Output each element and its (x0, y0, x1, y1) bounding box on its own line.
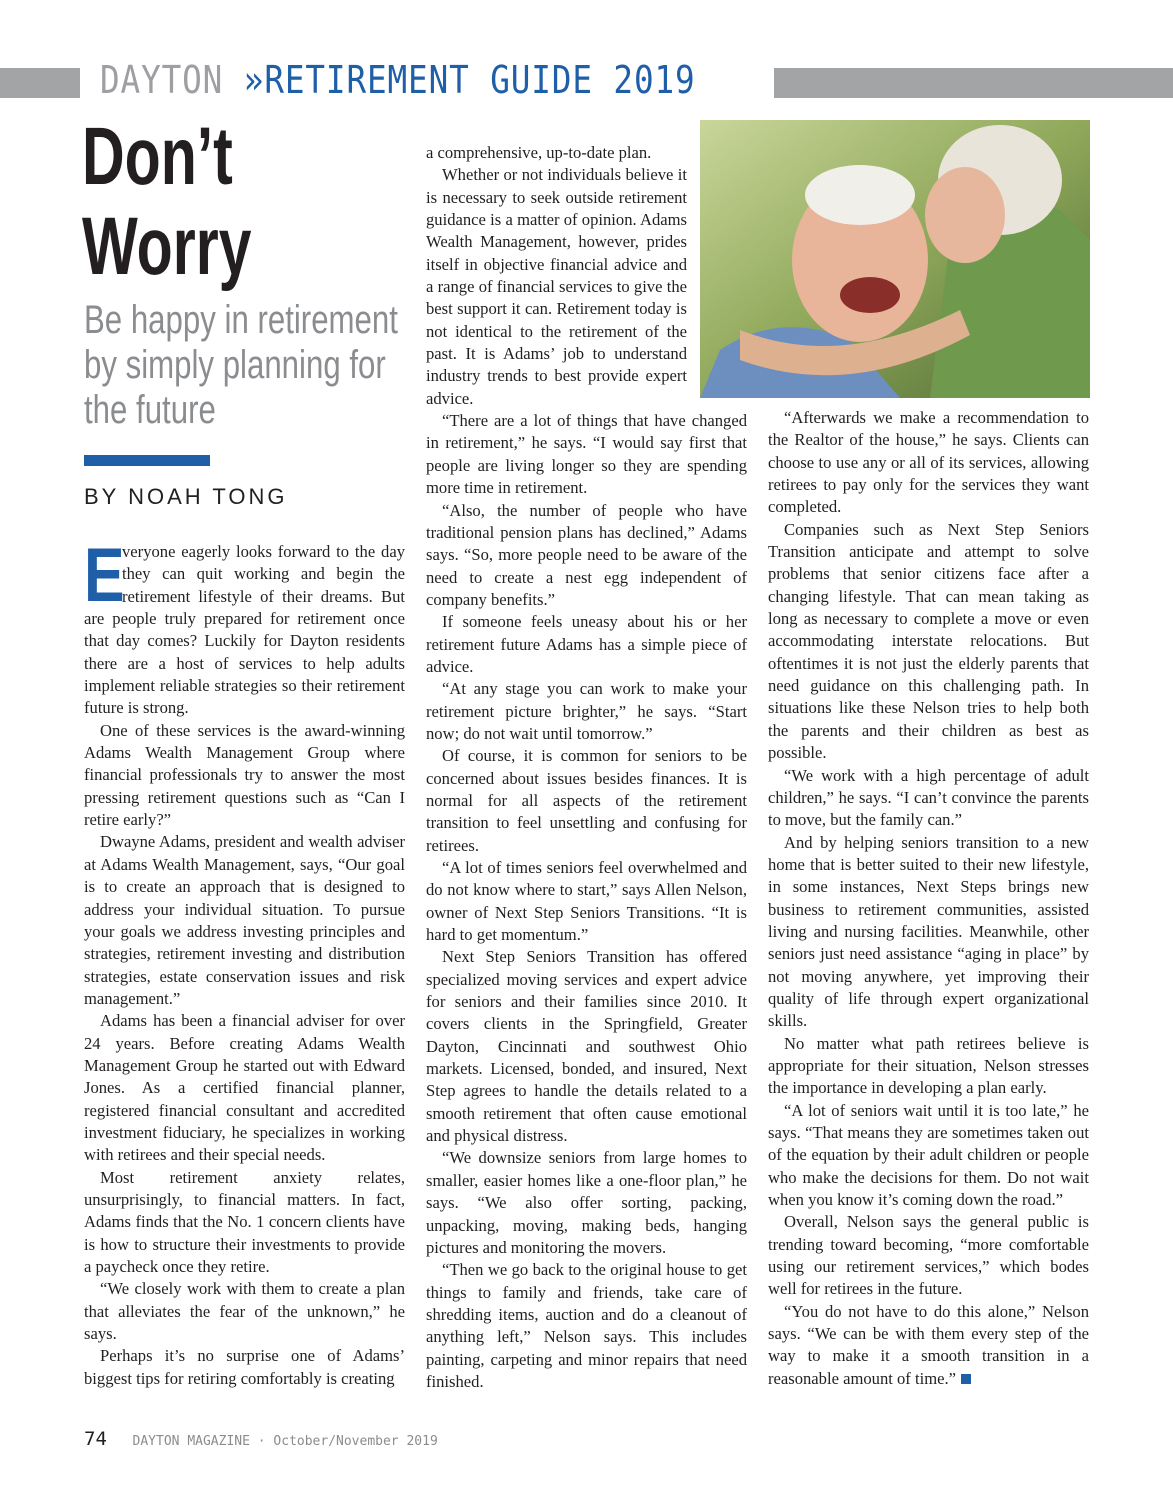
article-column-2 (426, 142, 747, 1393)
article-paragraph: Next Step Seniors Transition has offered specialized moving services and expert advice for seniors and their families since 2010. It covers clients in the Springfield, Greater Dayton, Cincinnati and southwest Ohio markets. Licensed, bonded, and insured, Next Step agrees to handle the details related to a smooth retirement that often cause emotional and physical distress. (426, 947, 747, 1146)
subtitle: Be happy in retirement by simply planning for the future (84, 298, 398, 432)
article-paragraph: If someone feels uneasy about his or her retirement future Adams has a simple piece of advice. (426, 612, 747, 676)
article-paragraph: “Also, the number of people who have traditional pension plans has declined,” Adams says. “So, more people need to be aware of the need to create a nest egg independent of company benefits.” (426, 500, 747, 609)
article-paragraph: “We downsize seniors from large homes to smaller, easier homes like a one-floor plan,” he says. “We also offer sorting, packing, unpacking, moving, making beds, hanging pictures and monitoring the movers. (426, 1148, 747, 1257)
article-paragraph: a comprehensive, up-to-date plan. (426, 143, 652, 162)
accent-rule (84, 455, 210, 466)
article-paragraph: One of these services is the award-winning Adams Wealth Management Group where financial professionals try to answer the most pressing retirement questions such as “Can I retire early?” (84, 720, 405, 830)
paragraph-text: veryone eagerly looks forward to the day they can quit working and begin the retirement lifestyle of their dreams. But are people truly prepared for retirement once that day comes? Luckily for Dayton residents there are a host of services to help adults implement reliable strategies so their retirement future is strong. (84, 542, 405, 718)
article-paragraph: Adams has been a financial adviser for over 24 years. Before creating Adams Wealth Management Group he started out with Edward Jones. As a certified financial planner, registered financial consultant and accredited investment fiduciary, he specializes in working with retirees and their special needs. (84, 1011, 405, 1165)
article-paragraph: “Then we go back to the original house to get things to family and friends, take care of shredding items, auction and do a cleanout of anything left,” Nelson says. This includes painting, carpeting and minor repairs that need finished. (426, 1260, 747, 1391)
article-column-1 (84, 533, 405, 1390)
section-title: RETIREMENT GUIDE 2019 (264, 58, 696, 102)
section-separator: » (243, 58, 265, 102)
headline-line-1: Don’t (82, 111, 233, 202)
article-paragraph: “At any stage you can work to make your retirement picture brighter,” he says. “Start now; do not wait until tomorrow.” (426, 679, 747, 743)
article-paragraph: Most retirement anxiety relates, unsurprisingly, to financial matters. In fact, Adams finds that the No. 1 concern clients have is how to structure their investments to provide a paycheck once they retire. (84, 1167, 405, 1276)
article-paragraph: No matter what path retirees believe is appropriate for their situation, Nelson stresses the importance in developing a plan early. (768, 1033, 1089, 1098)
byline: BY NOAH TONG (84, 484, 288, 509)
article-paragraph: “You do not have to do this alone,” Nelson says. “We can be with them every step of the way to make it a smooth transition in a reasonable amount of time.” (768, 1301, 1089, 1388)
article-paragraph: “A lot of seniors wait until it is too late,” he says. “That means they are sometimes taken out of the equation by their adult children or people who make the decisions for them. Do not wait when you know it’s coming down the road.” (768, 1100, 1089, 1210)
page-number: 74 (84, 1428, 107, 1450)
article-paragraph: Of course, it is common for seniors to be concerned about issues besides finances. It is normal for all aspects of the retirement transition to feel unsettling and confusing for retirees. (426, 746, 747, 855)
article-paragraph: Overall, Nelson says the general public is trending toward becoming, “more comfortable using our retirement services,” which bodes well for retirees in the future. (768, 1212, 1089, 1299)
article-paragraph: Perhaps it’s no surprise one of Adams’ biggest tips for retiring comfortably is creating (84, 1346, 405, 1388)
article-photo (700, 120, 1090, 398)
article-paragraph: “Afterwards we make a recommendation to the Realtor of the house,” he says. Clients can choose to use any or all of its services, allowing retirees to pay only for the services they want completed. (768, 408, 1089, 517)
article-paragraph: And by helping seniors transition to a new home that is better suited to their new lifestyle, in some instances, Next Steps brings new business to retirement communities, assisted living and nursing facilities. Meanwhile, other seniors just need assistance “aging in place” by not moving anywhere, yet improving their quality of life through expert organizational skills. (768, 832, 1089, 1031)
photo-wrap-spacer (687, 142, 747, 408)
article-paragraph: “We closely work with them to create a plan that alleviates the fear of the unknown,” he says. (84, 1279, 405, 1344)
header-bar-right (774, 68, 1173, 98)
section-name: DAYTON (100, 58, 224, 102)
page-footer (84, 1428, 438, 1450)
end-mark-icon (961, 1374, 971, 1384)
article-paragraph: “We work with a high percentage of adult children,” he says. “I can’t convince the parents to move, but the family can.” (768, 765, 1089, 830)
article-paragraph: Whether or not individuals believe it is necessary to seek outside retirement guidance is a matter of opinion. Adams Wealth Management, however, prides itself in objective financial advice and a range of financial services to give the best support it can. Retirement today is not identical to the retirement of the past. It is Adams’ job to understand industry trends to best provide expert advice. (426, 165, 687, 408)
drop-cap: E (84, 533, 125, 618)
headline-line-2: Worry (82, 201, 252, 292)
section-header (100, 58, 696, 102)
article-paragraph: “There are a lot of things that have changed in retirement,” he says. “I would say first that people are living longer so they are spending more time in retirement. (426, 411, 747, 498)
headline (82, 112, 252, 292)
article-paragraph: Companies such as Next Step Seniors Transition anticipate and attempt to solve problems that senior citizens face after a changing lifestyle. That can mean taking as long as necessary to complete a move or even accommodating interstate relocations. But oftentimes it is not just the elderly parents that need guidance on this challenging path. In situations like these Nelson tries to help both the parents and their children as best as possible. (768, 519, 1089, 763)
header-bar-left (0, 68, 80, 98)
article-paragraph: Dwayne Adams, president and wealth adviser at Adams Wealth Management, says, “Our goal is to create an approach that is designed to address your individual situation. To pursue your goals we address investing principles and strategies, retirement investing and distribution strategies, estate conservation issues and risk management.” (84, 832, 405, 1008)
article-column-3 (768, 407, 1089, 1390)
article-paragraph: “A lot of times seniors feel overwhelmed and do not know where to start,” says Allen Nelson, owner of Next Step Seniors Transitions. “It is hard to get momentum.” (426, 858, 747, 945)
publication-info: DAYTON MAGAZINE · October/November 2019 (132, 1434, 438, 1449)
article-paragraph (84, 533, 405, 720)
